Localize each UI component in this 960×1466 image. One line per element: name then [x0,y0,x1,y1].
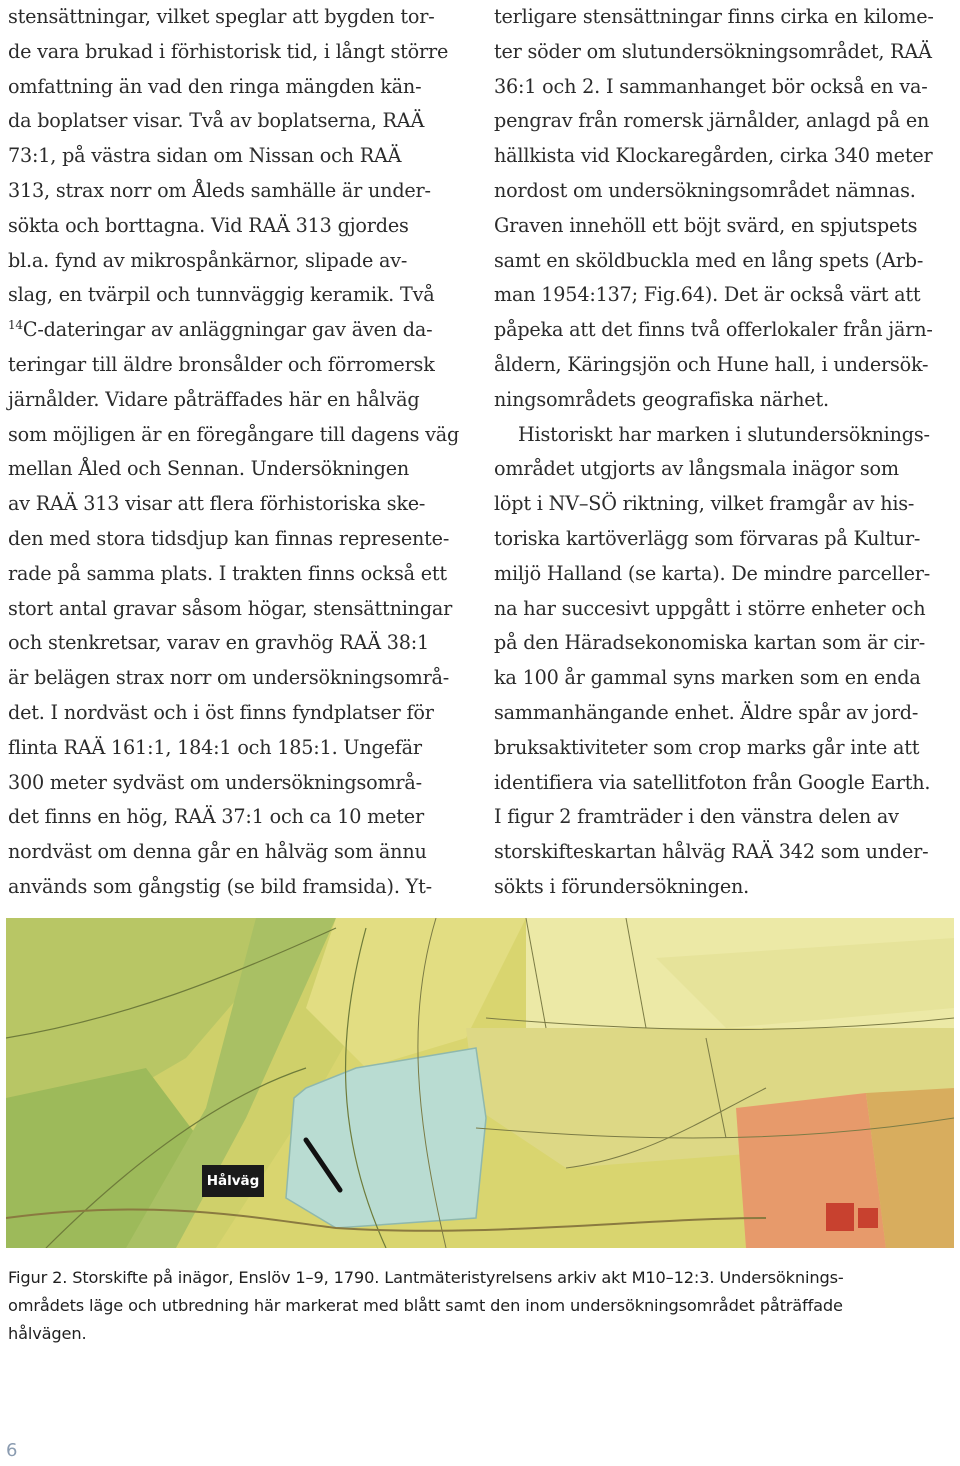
text-line: toriska kartöverlägg som förvaras på Kultur- [494,526,921,550]
text-line: nordväst om denna går en hålväg som ännu [8,840,427,864]
historical-map-figure [6,918,954,1248]
page-number: 6 [6,1440,18,1461]
text-line: används som gångstig (se bild framsida). Yt- [8,874,432,898]
paragraph-start-line: Historiskt har marken i slutundersöknings- [518,422,930,446]
text-line: pengrav från romersk järnålder, anlagd på en [494,109,930,133]
text-line: det. I nordväst och i öst finns fyndplatser för [8,700,434,724]
caption-line: områdets läge och utbredning här markerat med blått samt den inom undersökningsområdet påträffade [8,1296,843,1315]
historical-map-image [6,918,954,1248]
text-line: ka 100 år gammal syns marken som en enda [494,666,921,690]
text-line-with-superscript [8,313,464,348]
text-line: terligare stensättningar finns cirka en kilome- [494,5,934,28]
text-line: samt en sköldbuckla med en lång spets (Arb- [494,248,924,272]
text-line: sökts i förundersökningen. [494,874,750,898]
text-line: identifiera via satellitfoton från Google Earth. [494,770,931,794]
text-line: är belägen strax norr om undersökningsområ- [8,666,450,690]
text-line: omfattning än vad den ringa mängden kän- [8,74,422,98]
text-line: som möjligen är en föregångare till dagens väg [8,422,460,446]
caption-line: hålvägen. [8,1324,87,1343]
text-line: på den Häradsekonomiska kartan som är cir- [494,631,926,655]
text-line: ningsområdets geografiska närhet. [494,387,829,411]
text-line: teringar till äldre bronsålder och förromersk [8,352,435,376]
isotope-superscript: 14 [8,318,23,333]
text-line: slag, en tvärpil och tunnväggig keramik. Två [8,283,435,307]
text-line: sammanhängande enhet. Äldre spår av jord- [494,700,919,724]
left-text-column [8,0,464,905]
text-line: järnålder. Vidare påträffades här en hålväg [8,387,420,411]
text-line: ter söder om slutundersökningsområdet, RAÄ [494,39,932,63]
text-line: de vara brukad i förhistorisk tid, i långt större [8,39,449,63]
text-line: 73:1, på västra sidan om Nissan och RAÄ [8,144,402,168]
text-line: storskifteskartan hålväg RAÄ 342 som under- [494,840,929,864]
figure-caption [8,1264,948,1348]
text-line: 300 meter sydväst om undersökningsområ- [8,770,422,794]
text-line: flinta RAÄ 161:1, 184:1 och 185:1. Ungefär [8,735,422,759]
text-line: na har succesivt uppgått i större enheter och [494,596,926,620]
text-line: mellan Åled och Sennan. Undersökningen [8,457,410,481]
text-line: sökta och borttagna. Vid RAÄ 313 gjordes [8,213,409,237]
text-line: Graven innehöll ett böjt svärd, en spjutspets [494,213,918,237]
text-line: I figur 2 framträder i den vänstra delen av [494,805,899,829]
text-line: C-dateringar av anläggningar gav även da- [22,318,433,342]
caption-line: Figur 2. Storskifte på inägor, Enslöv 1–9, 1790. Lantmäteristyrelsens arkiv akt M10–12:3. Undersöknings- [8,1268,844,1287]
text-line: 313, strax norr om Åleds samhälle är under- [8,178,431,202]
text-line: och stenkretsar, varav en gravhög RAÄ 38:1 [8,631,430,655]
text-line: man 1954:137; Fig.64). Det är också värt att [494,283,921,307]
text-line: åldern, Käringsjön och Hune hall, i undersök- [494,352,929,376]
text-line: miljö Halland (se karta). De mindre parceller- [494,561,931,585]
text-line: bl.a. fynd av mikrospånkärnor, slipade av- [8,248,408,272]
text-line: av RAÄ 313 visar att flera förhistoriska ske- [8,492,426,516]
text-line: området utgjorts av långsmala inägor som [494,457,899,481]
text-line: hällkista vid Klockaregården, cirka 340 meter [494,144,933,168]
text-line: den med stora tidsdjup kan finnas represente- [8,526,450,550]
text-line: det finns en hög, RAÄ 37:1 och ca 10 meter [8,805,424,829]
text-line: påpeka att det finns två offerlokaler från järn- [494,318,933,342]
text-line: stensättningar, vilket speglar att bygden tor- [8,5,435,28]
text-line: nordost om undersökningsområdet nämnas. [494,178,916,202]
right-text-column [494,0,952,905]
halvag-label: Hålväg [202,1165,264,1197]
text-line: 36:1 och 2. I sammanhanget bör också en va- [494,74,928,98]
text-line: rade på samma plats. I trakten finns också ett [8,561,447,585]
text-line: löpt i NV–SÖ riktning, vilket framgår av his- [494,492,915,516]
text-line: bruksaktiviteter som crop marks går inte att [494,735,920,759]
text-line: da boplatser visar. Två av boplatserna, RAÄ [8,109,425,133]
text-line: stort antal gravar såsom högar, stensättningar [8,596,453,620]
